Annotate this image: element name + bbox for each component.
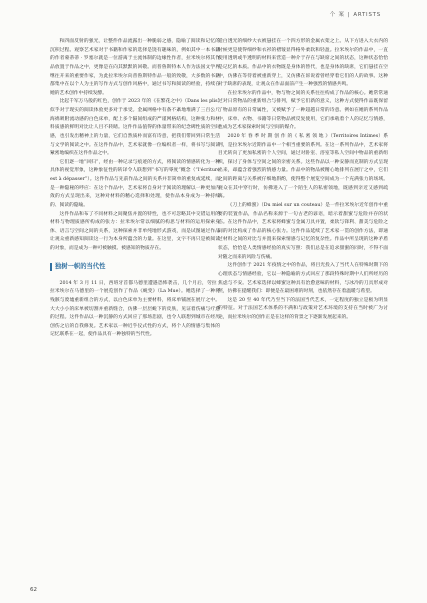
left-column	[50, 38, 220, 340]
right-paragraph-1: 适白透光的细纱大衣被悬挂在一个四方形的金属衣架之上。从下方进入大衣内的时候更是使得细纱和衣衫的褶皱显得格外柔软和轻盈。拉米埃尔的作品中，一直使用透明或半透明的材料来营造一种介于存在与缺席之间的状态，这种状态恰恰是记忆的本质。作品中的衣物既是身体的替代，也是身体的缺席，它们悬挂在空中，仿佛在等待着被重新穿上，又仿佛在诉说着曾经穿着它们的人的故事。这种对于缺席的表现，让观众在作品面前产生一种强烈的情感共鸣。	[218, 39, 388, 88]
right-paragraph-2: 在拉米埃尔的作品中，物与物之间的关系往往构成了作品的核心。她常常通过对日常物品的重新组合与排列，赋予它们新的意义，这种方式使得作品既保留了物品原有的日常属性，又被赋予了一种超越日常的诗意。例如在她的系列作品中，床单、衣物、书籍等日常物品被反复使用，它们承载着个人的记忆与情感，也成为艺术家探索时间与空间的媒介。	[218, 90, 388, 131]
section-title: 独树一帜的当代性	[55, 262, 106, 270]
left-paragraph-5: 2014 年 3 月 11 日，西班牙首都马德里遭遇恐怖袭击，几个月后，劳拉 · 拉米埃尔在马德里的一个展览创作了作品《蜕变》（La Mue）。她选择了一种将残骸与废墟重新组合的方式，以白色床单为主要材料，将床单铺展在展厅之中。大大小小的床单被切割并重新缝合，仿佛一层层蜕下的皮肤，见证着伤痛与疗愈的过程。这件作品以一种沉静的方式回应了那场悲剧，也令人联想到城市在经历创伤之后的自我修复。艺术家以一种近乎仪式性的方式，将个人的情感与集体的记忆联系在一起，使作品具有一种独特的当代性。	[50, 280, 220, 338]
left-paragraph-1: 和四面反射的强光，让整件作品流露出一种脆弱之感，隐喻了阅读和记忆的沉积过程。观察艺术家对于书籍和作家的选择是饶有趣味的，例如其中一本书籍的作者蒙蒂蒂 · 罗塞尔就是一位游离于主流体制的边缘性作者，拉米埃尔将其作品放置于作品之中，更像是在向其默默的回敬。而普鲁斯特本人作为法国文学界继往开来的重要作家，为此拉米埃尔向普鲁斯特作品一般的致敬，大多数的书籍都集中在以个人为主的写作方式与创作风格中，通过书写和阅读的经验，持续在她的艺术创作中持续发酵。	[50, 39, 220, 96]
page-number: 62	[30, 587, 37, 593]
right-paragraph-5: 这件创作于 2021 年疫情之中的作品，将目光投入了当代人在特殊时期下的心理状态与情感经验，它以一种隐喻的方式回应了那段特殊时期中人们所经历的焦虑与不安。艺术家选择以蜂蜜这种具有治愈意味的材料，与冰冷的刀具形成对照，仿佛在提醒我们：即便是在最困难的时刻，也依然存在着温暖与希望。	[218, 263, 388, 295]
section-marker	[50, 263, 52, 271]
header-section: 个 案	[329, 12, 345, 18]
right-paragraph-6: 这是 20 至 40 年代乃至当下的法国当代艺术，一定程度的独立是极为明显的特征。对于法国艺术体系的不满和与政策对艺术环境的支持在当时被广为讨论，而拉米埃尔的创作正是在这样的背景之下逐渐发展起来的。	[218, 297, 388, 320]
left-paragraph-3: 它们逐一地“回归”，经由一种记录与痕迹的方式，将阅读的情感转化为一种具体的视觉形象，这种象征性的转译令人联想到“书写的零度”概念（“l'écriture est à dépasser”）。这件作品与先前作品之间的关系并非简单的重复或延续，而是一种隐秘的呼应：在这个作品中，艺术家将自身对于阅读的理解以一种更加内敛的方式呈现出来，这种对材料的精心选择和处理，使作品本身成为一种持续的、阅读的隐喻。	[50, 159, 220, 208]
section-heading	[50, 255, 220, 280]
left-paragraph-2: 比起千军万马般的红色，创作于 2023 年的《在繁花之中》（Dans les plis）似乎对于现实的阅读体验更多对于承受。金属网格中有条不紊地堆满了三百公斤海绵吸附流动感的白色床单，配上多个隔间组成的严谨网格结构，这种张力和材料质感的鲜明对比让人目不转睛。这件作品值得的体量带来的纪念碑性质的空间感，也引发出精神上的力量，它们自然质朴而富有诗意，把我们带回到日常生活与文学的阅读之中。在这件作品中，艺术家就像一位编织者一样，将书写与阅读紧密地编织在这件作品之中。	[50, 99, 220, 157]
left-paragraph-4: 这件作品和布了不同材料之间聚焦并置的特性，也不可忽略其中交错运用的材料与物理质感所构成的张力：拉米埃尔常以细腻的构思与材料的运用探索身体、语言与空间之间的关系，这种探索并非单纯地形式游戏，而是试图通过作品让观众重新感知阅读这一行为本身所蕴含的力量。在这里，文字不再只是被阅读的对象，而是成为一种可被触摸、被感知的物质存在。	[50, 211, 220, 251]
header-separator: |	[347, 12, 351, 18]
right-column	[218, 38, 388, 323]
running-header	[330, 10, 381, 18]
right-paragraph-3: 2020 年 春 季 时 期 创 作 的《 私 密 领 地 》（Territoires Intimes）系列，是拉米埃尔近期作品中一个相当重要的系列。在这一系列作品中，艺术家将目光转向了更加私密的个人空间，通过对卧室、浴室等私人空间中物品的重新组织，探讨了身体与空间之间的亲密关系。这些作品以一种安静而克制的方式呈现出来，却蕴含着强烈的情感力量。作品中的物品被精心地排列在展厅之中，它们之间的距离与关系被仔细地斟酌，使得整个展览空间成为一个充满张力的场域。观众在其中穿行时，仿佛进入了一个陌生人的私密领地，既感到亲近又感到疏离。	[218, 133, 388, 200]
header-label: ARTISTS	[353, 12, 381, 18]
right-paragraph-4: 《刀上的蜂蜜》（Du miel sur un couteau）是一件拉米埃尔近年创作中重要的装置作品，作品名称来源于一句古老的谚语，暗示着甜蜜与危险并存的状态。在这件作品中，艺术家将蜂蜜与金属刀具并置，柔软与锋利、甜美与危险之间的对比构成了作品的核心张力。这件作品延续了艺术家一贯的创作方法，即通过材料之间的对比与并置来探索情感与记忆的复杂性。作品中所呈现的这种矛盾状态，恰恰是人类情感经验的真实写照：我们总是在追求甜蜜的同时，不得不面对随之而来的风险与伤痛。	[218, 202, 388, 260]
